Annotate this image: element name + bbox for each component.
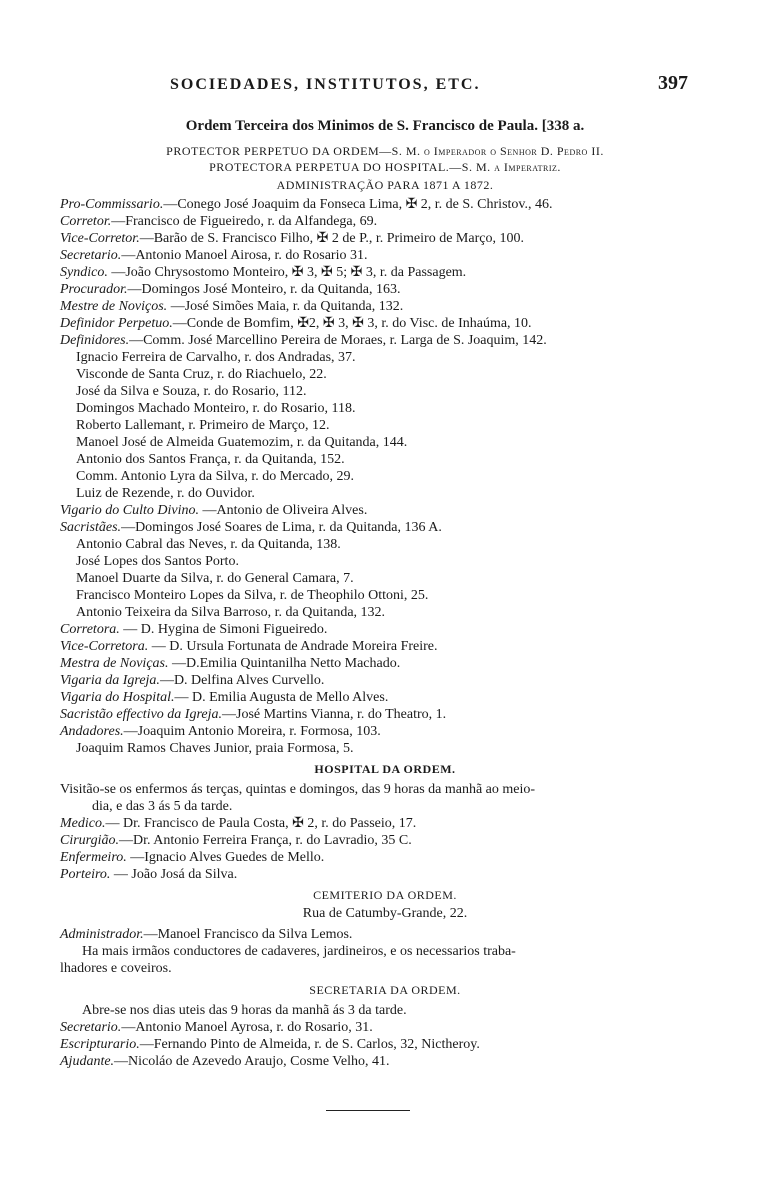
definidor-item: Manoel José de Almeida Guatemozim, r. da Quitanda, 144. bbox=[76, 435, 408, 450]
definidor-item: Roberto Lallemant, r. Primeiro de Março, 12. bbox=[76, 418, 330, 433]
hospital-visit-text: dia, e das 3 ás 5 da tarde. bbox=[92, 799, 233, 814]
female-office-entry: Andadores.—Joaquim Antonio Moreira, r. Formosa, 103. bbox=[60, 724, 381, 739]
andador-item: Joaquim Ramos Chaves Junior, praia Formosa, 5. bbox=[76, 741, 354, 756]
hospital-staff-entry: Enfermeiro. —Ignacio Alves Guedes de Mello. bbox=[60, 850, 325, 865]
female-office-entry: Vigaria do Hospital.— D. Emilia Augusta de Mello Alves. bbox=[60, 690, 389, 705]
definidor-item: Luiz de Rezende, r. do Ouvidor. bbox=[76, 486, 255, 501]
definidor-item: José da Silva e Souza, r. do Rosario, 112. bbox=[76, 384, 307, 399]
admin-entry: Corretor.—Francisco de Figueiredo, r. da Alfandega, 69. bbox=[60, 214, 378, 229]
hospital-staff-entry: Cirurgião.—Dr. Antonio Ferreira França, r. do Lavradio, 35 C. bbox=[60, 833, 412, 848]
cemiterio-note: Ha mais irmãos conductores de cadaveres, jardineiros, e os necessarios traba- bbox=[82, 944, 516, 959]
admin-entry: Mestre de Noviços. —José Simões Maia, r. da Quitanda, 132. bbox=[60, 299, 404, 314]
definidor-item: Antonio dos Santos França, r. da Quitanda, 152. bbox=[76, 452, 345, 467]
cemiterio-heading: CEMITERIO DA ORDEM. bbox=[313, 888, 457, 902]
definidor-item: Ignacio Ferreira de Carvalho, r. dos Andradas, 37. bbox=[76, 350, 356, 365]
header-title: SOCIEDADES, INSTITUTOS, ETC. bbox=[170, 76, 481, 93]
female-office-entry: Vigaria da Igreja.—D. Delfina Alves Curvello. bbox=[60, 673, 325, 688]
admin-entry: Secretario.—Antonio Manoel Airosa, r. do Rosario 31. bbox=[60, 248, 368, 263]
female-office-entry: Sacristão effectivo da Igreja.—José Martins Vianna, r. do Theatro, 1. bbox=[60, 707, 447, 722]
sacristao-item: José Lopes dos Santos Porto. bbox=[76, 554, 239, 569]
vigario-entry: Vigario do Culto Divino. —Antonio de Oliveira Alves. bbox=[60, 503, 368, 518]
sacristao-item: Antonio Teixeira da Silva Barroso, r. da Quitanda, 132. bbox=[76, 605, 386, 620]
secretaria-heading: SECRETARIA DA ORDEM. bbox=[309, 983, 461, 997]
definidor-item: Visconde de Santa Cruz, r. do Riachuelo, 22. bbox=[76, 367, 327, 382]
sacristaes-entry: Sacristães.—Domingos José Soares de Lima, r. da Quitanda, 136 A. bbox=[60, 520, 442, 535]
secretaria-staff-entry: Ajudante.—Nicoláo de Azevedo Araujo, Cosme Velho, 41. bbox=[60, 1054, 390, 1069]
secretaria-hours: Abre-se nos dias uteis das 9 horas da manhã ás 3 da tarde. bbox=[82, 1003, 407, 1018]
admin-entry: Definidor Perpetuo.—Conde de Bomfim, ✠2, ✠ 3, ✠ 3, r. do Visc. de Inhaúma, 10. bbox=[60, 316, 532, 331]
hospital-staff-entry: Medico.— Dr. Francisco de Paula Costa, ✠ 2, r. do Passeio, 17. bbox=[60, 816, 417, 831]
section-heading: Ordem Terceira dos Minimos de S. Francisco de Paula. [338 a. bbox=[185, 118, 585, 134]
admin-entry: Procurador.—Domingos José Monteiro, r. da Quitanda, 163. bbox=[60, 282, 401, 297]
female-office-entry: Vice-Corretora. — D. Ursula Fortunata de Andrade Moreira Freire. bbox=[60, 639, 438, 654]
hospital-heading: HOSPITAL DA ORDEM. bbox=[314, 762, 456, 776]
closing-rule bbox=[326, 1110, 410, 1111]
cemiterio-admin-entry: Administrador.—Manoel Francisco da Silva Lemos. bbox=[60, 927, 353, 942]
running-header bbox=[168, 72, 688, 100]
hospital-staff-entry: Porteiro. — João Josá da Silva. bbox=[60, 867, 238, 882]
cemiterio-street: Rua de Catumby-Grande, 22. bbox=[302, 906, 468, 921]
hospital-visit-text: Visitão-se os enfermos ás terças, quintas e domingos, das 9 horas da manhã ao meio- bbox=[60, 782, 536, 797]
female-office-entry: Mestra de Noviças. —D.Emilia Quintanilha Netto Machado. bbox=[60, 656, 401, 671]
protector-line: PROTECTORA PERPETUA DO HOSPITAL.—S. M. a Imperatriz. bbox=[209, 160, 561, 174]
admin-entry: Definidores.—Comm. José Marcellino Pereira de Moraes, r. Larga de S. Joaquim, 142. bbox=[60, 333, 547, 348]
sacristao-item: Francisco Monteiro Lopes da Silva, r. de Theophilo Ottoni, 25. bbox=[76, 588, 429, 603]
secretaria-staff-entry: Secretario.—Antonio Manoel Ayrosa, r. do Rosario, 31. bbox=[60, 1020, 373, 1035]
admin-entry: Vice-Corretor.—Barão de S. Francisco Filho, ✠ 2 de P., r. Primeiro de Março, 100. bbox=[60, 231, 524, 246]
admin-heading: ADMINISTRAÇÃO PARA 1871 A 1872. bbox=[276, 178, 494, 192]
secretaria-staff-entry: Escripturario.—Fernando Pinto de Almeida, r. de S. Carlos, 32, Nictheroy. bbox=[60, 1037, 480, 1052]
admin-entry: Syndico. —João Chrysostomo Monteiro, ✠ 3, ✠ 5; ✠ 3, r. da Passagem. bbox=[60, 265, 467, 280]
cemiterio-note: lhadores e coveiros. bbox=[60, 961, 172, 976]
female-office-entry: Corretora. — D. Hygina de Simoni Figueiredo. bbox=[60, 622, 328, 637]
sacristao-item: Antonio Cabral das Neves, r. da Quitanda, 138. bbox=[76, 537, 341, 552]
definidor-item: Comm. Antonio Lyra da Silva, r. do Mercado, 29. bbox=[76, 469, 355, 484]
protector-line: PROTECTOR PERPETUO DA ORDEM—S. M. o Imperador o Senhor D. Pedro II. bbox=[166, 144, 604, 158]
admin-entry: Pro-Commissario.—Conego José Joaquim da Fonseca Lima, ✠ 2, r. de S. Christov., 46. bbox=[60, 197, 553, 212]
definidor-item: Domingos Machado Monteiro, r. do Rosario, 118. bbox=[76, 401, 356, 416]
sacristao-item: Manoel Duarte da Silva, r. do General Camara, 7. bbox=[76, 571, 354, 586]
page-number: 397 bbox=[658, 72, 688, 94]
